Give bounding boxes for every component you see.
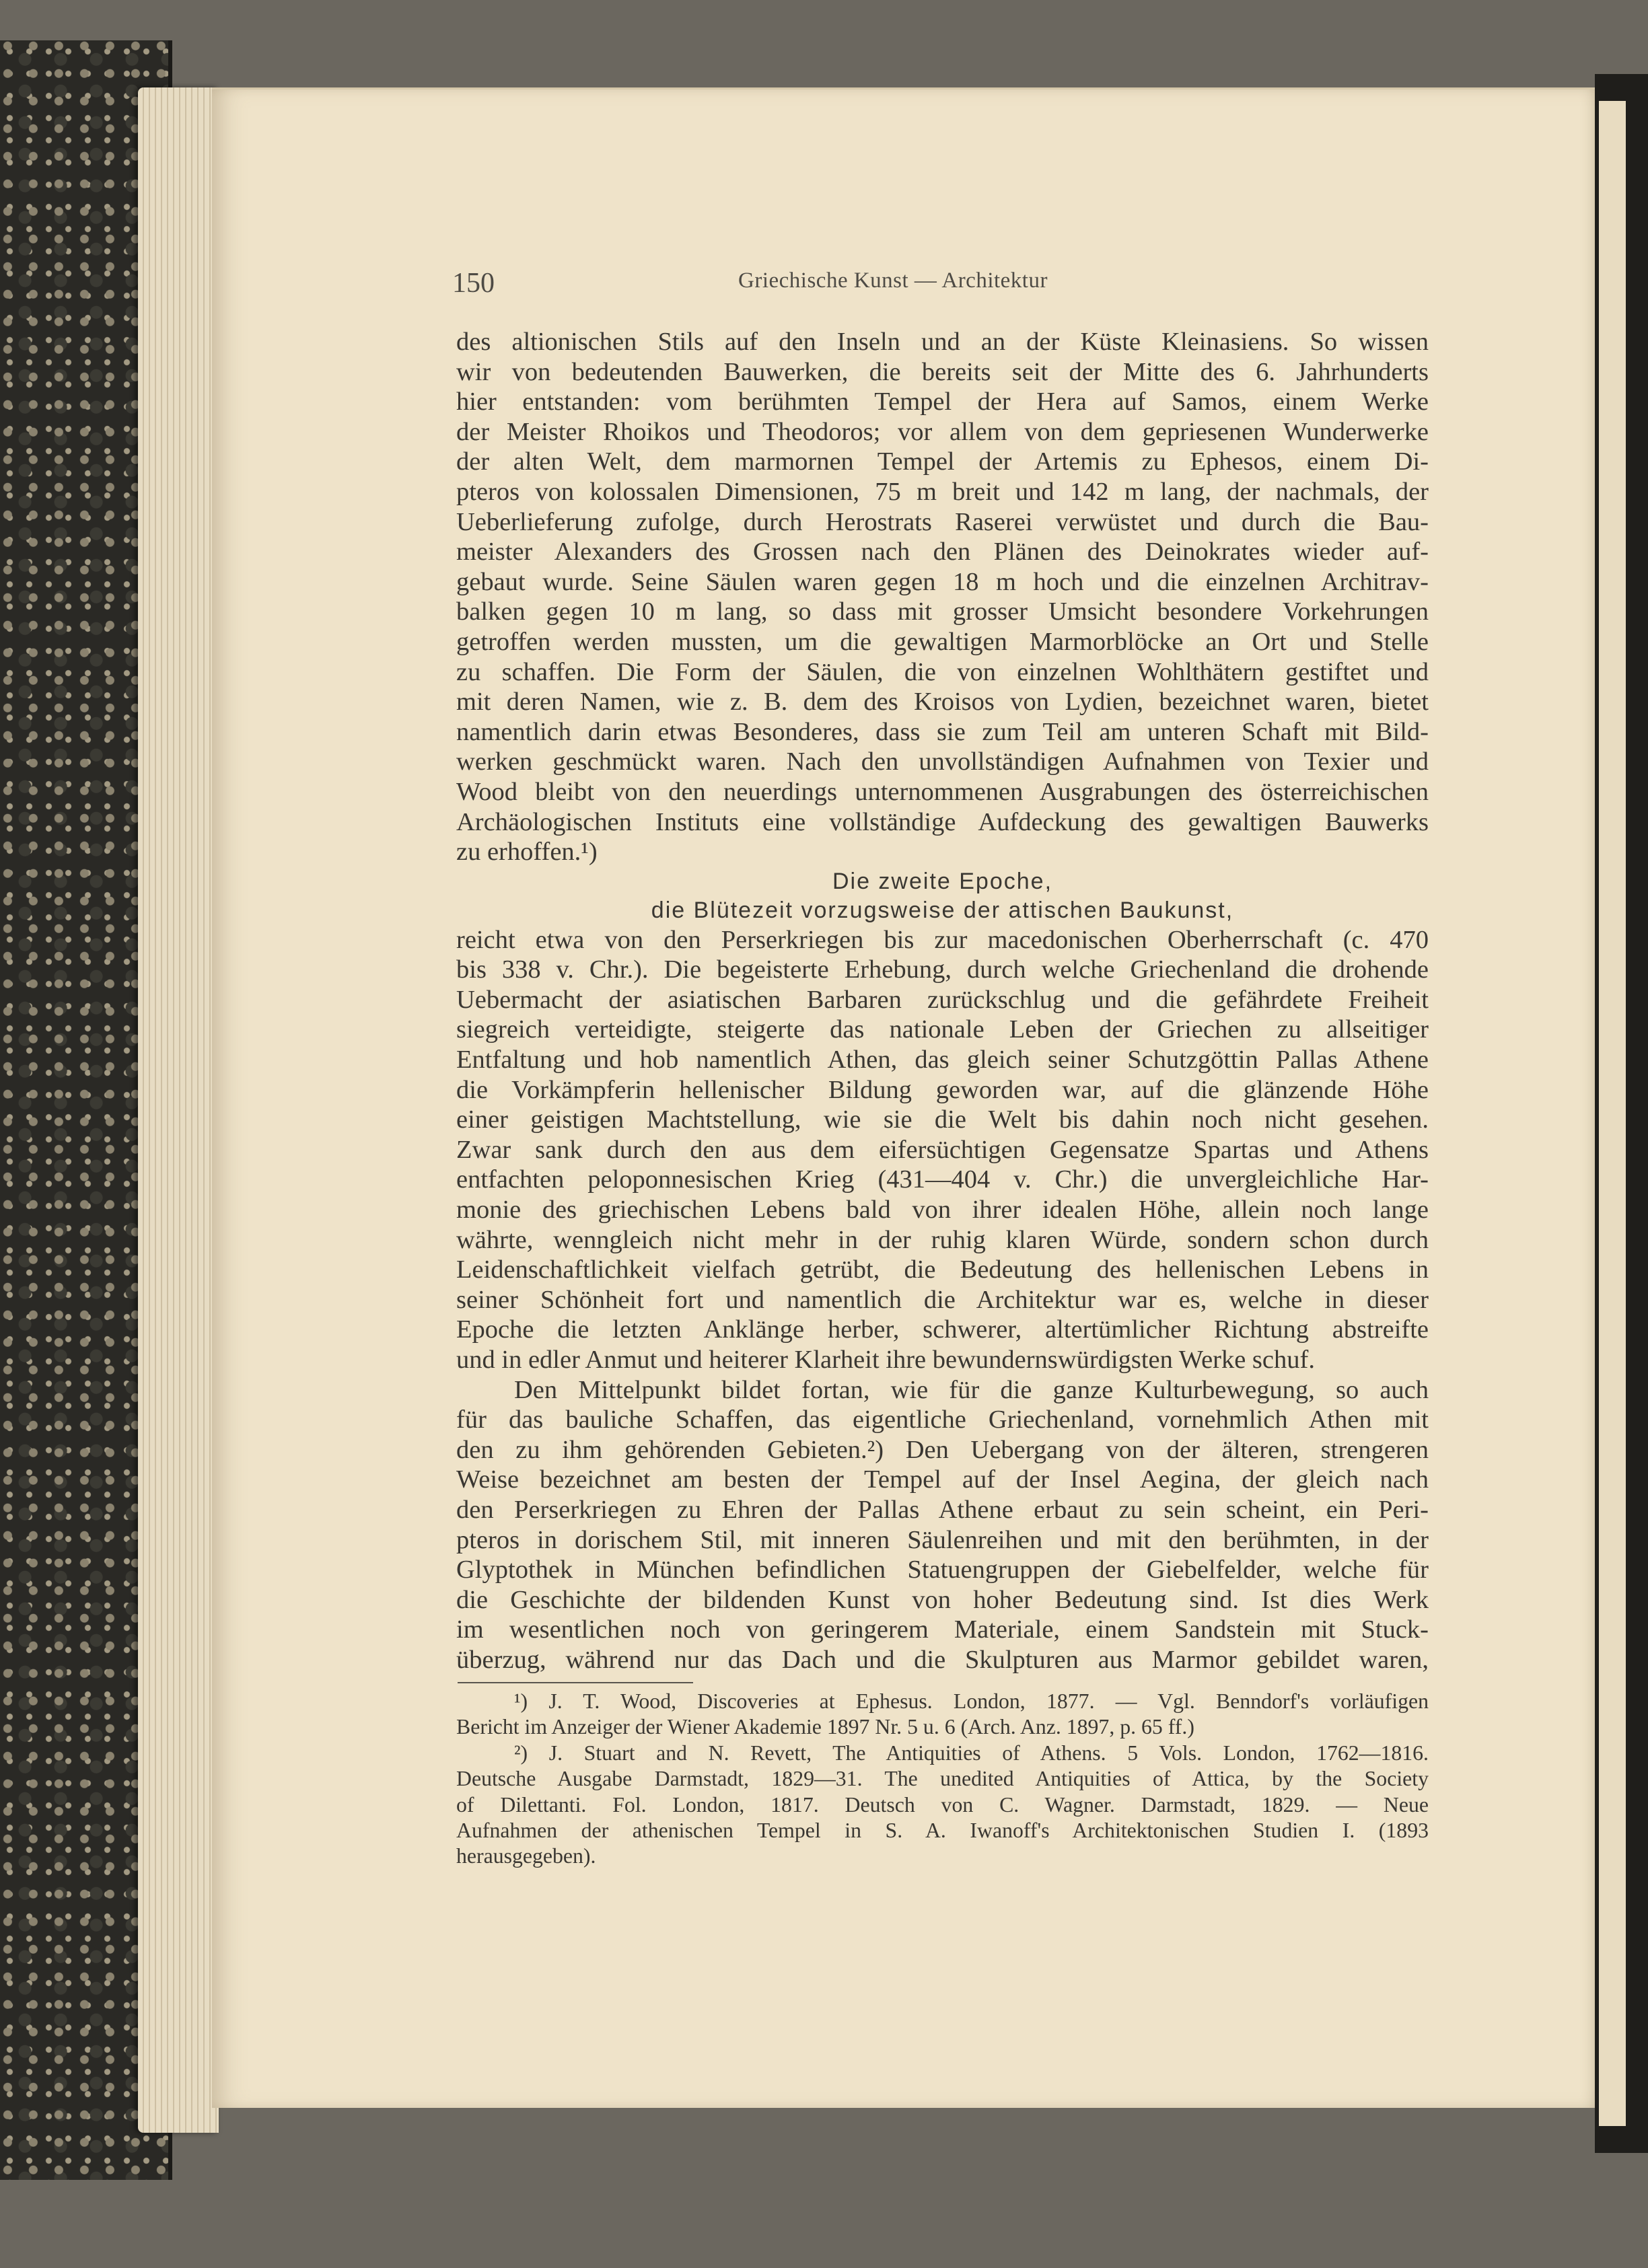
text-line: siegreich verteidigte, steigerte das nationale Leben der Griechen zu allseitiger — [456, 1015, 1429, 1044]
text-line: gebaut wurde. Seine Säulen waren gegen 18 m hoch und die einzelnen Architrav- — [456, 567, 1429, 596]
heading-line: die Blütezeit vorzugsweise der attischen Baukunst, — [651, 897, 1234, 923]
text-line: entfachten peloponnesischen Krieg (431—404 v. Chr.) die unvergleichliche Har- — [456, 1165, 1429, 1194]
text-line: Glyptothek in München befindlichen Statuengruppen der Giebelfelder, welche für — [456, 1556, 1429, 1584]
footnote-line: ²) J. Stuart and N. Revett, The Antiquities of Athens. 5 Vols. London, 1762—1816. — [514, 1741, 1429, 1765]
text-line: werken geschmückt waren. Nach den unvollständigen Aufnahmen von Texier und — [456, 747, 1429, 776]
text-line: des altionischen Stils auf den Inseln und an der Küste Kleinasiens. So wissen — [456, 328, 1429, 356]
text-line: im wesentlichen noch von geringerem Materiale, einem Sandstein mit Stuck- — [456, 1615, 1429, 1644]
text-line: die Vorkämpferin hellenischer Bildung geworden war, auf die glänzende Höhe — [456, 1075, 1429, 1104]
text-line: überzug, während nur das Dach und die Skulpturen aus Marmor gebildet waren, — [456, 1645, 1429, 1674]
text-line: mit deren Namen, wie z. B. dem des Kroisos von Lydien, bezeichnet waren, bietet — [456, 688, 1429, 717]
section-heading — [456, 867, 1429, 925]
text-line: Ueberlieferung zufolge, durch Herostrats Raserei verwüstet und durch die Bau- — [456, 507, 1429, 536]
footnote-rule — [458, 1682, 693, 1683]
facing-page-strip — [1599, 101, 1626, 2126]
text-line: währte, wenngleich nicht mehr in der ruhig klaren Würde, sondern schon durch — [456, 1225, 1429, 1254]
text-line: und in edler Anmut und heiterer Klarheit ihre bewundernswürdigsten Werke schuf. — [456, 1346, 1315, 1374]
text-line: Epoche die letzten Anklänge herber, schwerer, altertümlicher Richtung abstreifte — [456, 1315, 1429, 1344]
running-title: Griechische Kunst — Architektur — [738, 268, 1048, 293]
footnotes — [456, 1689, 1429, 1870]
text-line: Den Mittelpunkt bildet fortan, wie für die ganze Kulturbewegung, so auch — [514, 1375, 1429, 1404]
text-line: Leidenschaftlichkeit vielfach getrübt, die Bedeutung des hellenischen Lebens in — [456, 1255, 1429, 1284]
footnote-line: of Dilettanti. Fol. London, 1817. Deutsch von C. Wagner. Darmstadt, 1829. — Neue — [456, 1792, 1429, 1817]
text-line: Weise bezeichnet am besten der Tempel auf der Insel Aegina, der gleich nach — [456, 1465, 1429, 1494]
text-line: namentlich darin etwas Besonderes, dass sie zum Teil am unteren Schaft mit Bild- — [456, 717, 1429, 746]
text-line: wir von bedeutenden Bauwerken, die bereits seit der Mitte des 6. Jahrhunderts — [456, 357, 1429, 386]
text-line: Entfaltung und hob namentlich Athen, das gleich seiner Schutzgöttin Pallas Athene — [456, 1046, 1429, 1074]
text-line: pteros in dorischem Stil, mit inneren Säulenreihen und mit den berühmten, in der — [456, 1525, 1429, 1554]
footnote-line: herausgegeben). — [456, 1844, 596, 1868]
page-number: 150 — [452, 268, 495, 299]
text-line: hier entstanden: vom berühmten Tempel der Hera auf Samos, einem Werke — [456, 388, 1429, 416]
text-line: den Perserkriegen zu Ehren der Pallas Athene erbaut zu sein scheint, ein Peri- — [456, 1495, 1429, 1524]
page-header — [452, 264, 1428, 302]
text-line: zu schaffen. Die Form der Säulen, die von einzelnen Wohlthätern gestiftet und — [456, 657, 1429, 686]
text-line: monie des griechischen Lebens bald von ihrer idealen Höhe, allein noch lange — [456, 1196, 1429, 1224]
text-line: pteros von kolossalen Dimensionen, 75 m breit und 142 m lang, der nachmals, der — [456, 477, 1429, 506]
text-line: bis 338 v. Chr.). Die begeisterte Erhebung, durch welche Griechenland die drohende — [456, 955, 1429, 984]
footnote-line: Aufnahmen der athenischen Tempel in S. A. Iwanoff's Architektonischen Studien I. (1893 — [456, 1819, 1429, 1843]
footnote-line: ¹) J. T. Wood, Discoveries at Ephesus. London, 1877. — Vgl. Benndorf's vorläufigen — [514, 1689, 1429, 1713]
text-line: der alten Welt, dem marmornen Tempel der Artemis zu Ephesos, einem Di- — [456, 447, 1429, 476]
heading-line: Die zweite Epoche, — [832, 868, 1053, 894]
text-line: Archäologischen Instituts eine vollständige Aufdeckung des gewaltigen Bauwerks — [456, 807, 1429, 836]
text-line: reicht etwa von den Perserkriegen bis zur macedonischen Oberherrschaft (c. 470 — [456, 925, 1429, 954]
text-line: den zu ihm gehörenden Gebieten.²) Den Uebergang von der älteren, strengeren — [456, 1435, 1429, 1464]
text-line: Wood bleibt von den neuerdings unternommenen Ausgrabungen des österreichischen — [456, 777, 1429, 806]
text-line: getroffen werden mussten, um die gewaltigen Marmorblöcke an Ort und Stelle — [456, 627, 1429, 656]
paragraph-mittelpunkt — [456, 1375, 1429, 1675]
text-line: balken gegen 10 m lang, so dass mit grosser Umsicht besondere Vorkehrungen — [456, 597, 1429, 626]
text-line: für das bauliche Schaffen, das eigentliche Griechenland, vornehmlich Athen mit — [456, 1405, 1429, 1434]
text-line: Zwar sank durch den aus dem eifersüchtigen Gegensatze Spartas und Athens — [456, 1135, 1429, 1164]
text-line: die Geschichte der bildenden Kunst von hoher Bedeutung sind. Ist dies Werk — [456, 1585, 1429, 1614]
body-text — [456, 327, 1429, 1675]
text-line: einer geistigen Machtstellung, wie sie die Welt bis dahin noch nicht gesehen. — [456, 1105, 1429, 1134]
paragraph-artemis-temple — [456, 327, 1429, 867]
footnote-line: Deutsche Ausgabe Darmstadt, 1829—31. The unedited Antiquities of Attica, by the Society — [456, 1767, 1429, 1791]
text-line: zu erhoffen.¹) — [456, 838, 598, 867]
text-line: seiner Schönheit fort und namentlich die Architektur war es, welche in dieser — [456, 1285, 1429, 1314]
text-line: der Meister Rhoikos und Theodoros; vor allem von dem gepriesenen Wunderwerke — [456, 417, 1429, 446]
page-stack-edges — [138, 87, 219, 2133]
text-line: meister Alexanders des Grossen nach den Plänen des Deinokrates wieder auf- — [456, 538, 1429, 566]
text-line: Uebermacht der asiatischen Barbaren zurückschlug und die gefährdete Freiheit — [456, 985, 1429, 1014]
paragraph-bluetezeit — [456, 925, 1429, 1375]
footnote-line: Bericht im Anzeiger der Wiener Akademie 1897 Nr. 5 u. 6 (Arch. Anz. 1897, p. 65 ff.) — [456, 1715, 1194, 1739]
